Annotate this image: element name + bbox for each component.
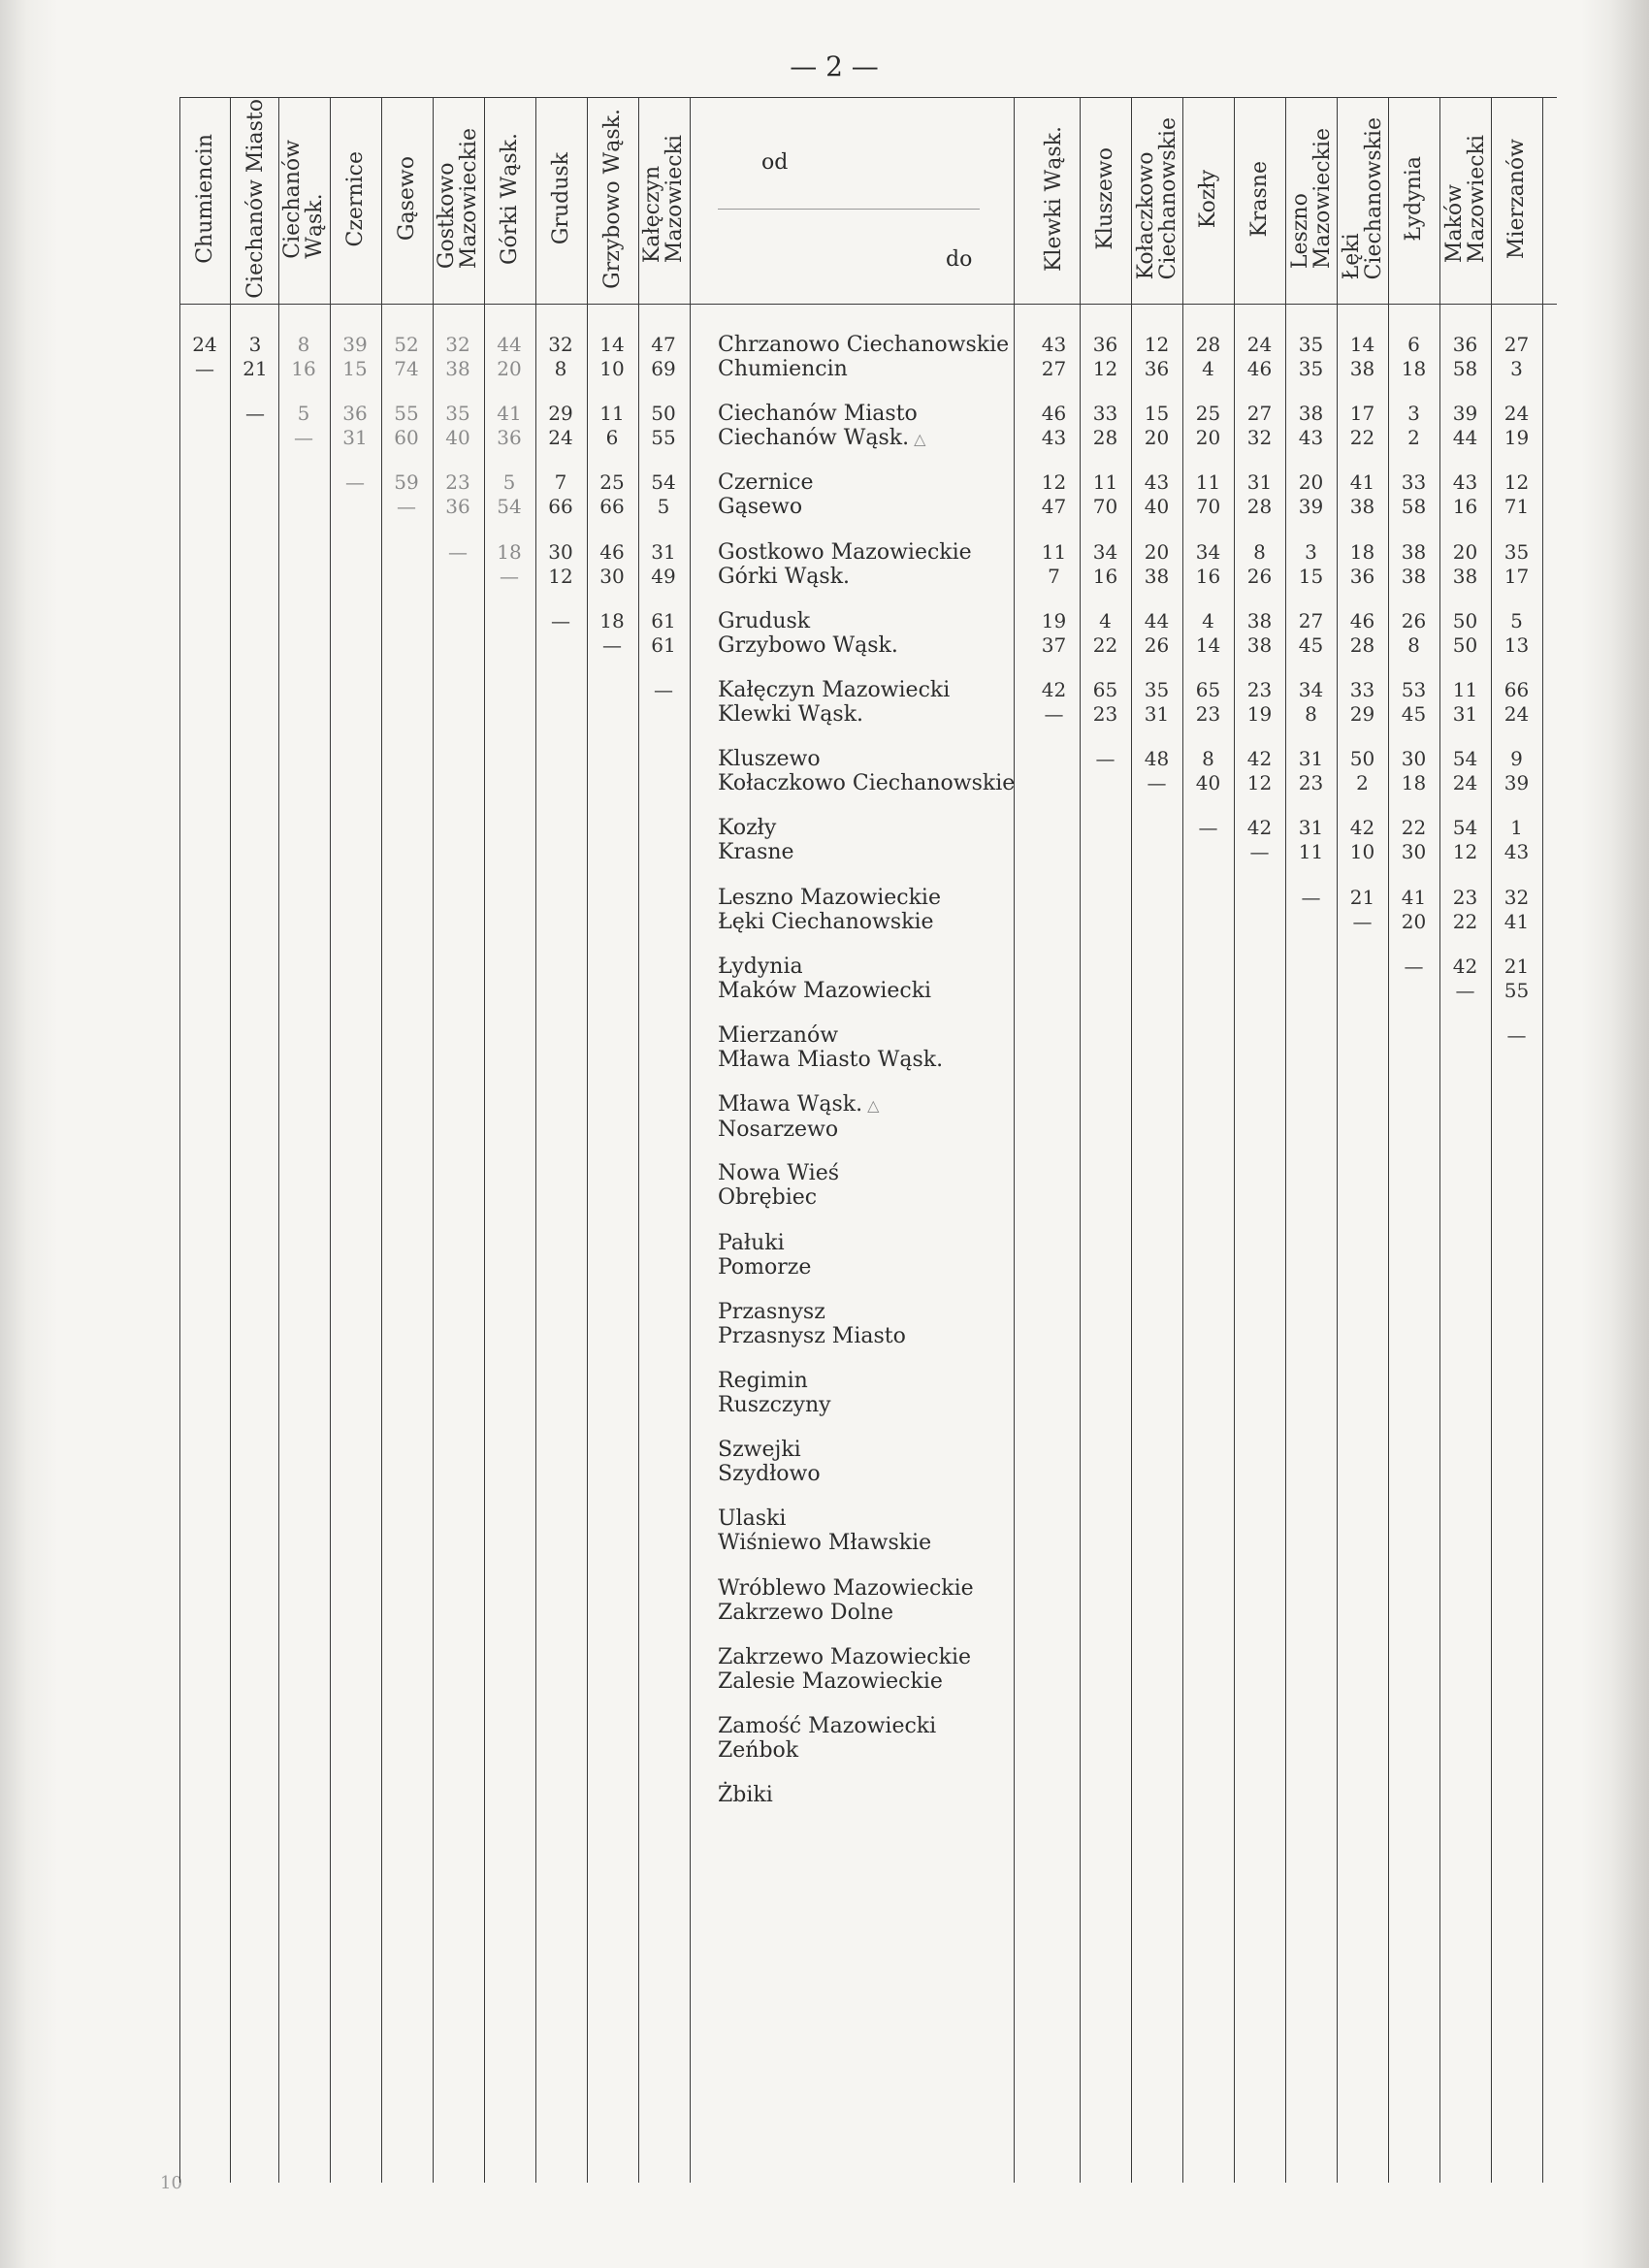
distance-cell: 25 20 [1195, 402, 1221, 450]
column-rule [1337, 97, 1338, 2183]
column-rule [433, 97, 434, 2183]
station-name: Chumiencin [718, 357, 848, 381]
distance-cell: 3 21 [242, 333, 268, 380]
distance-cell: 55 60 [394, 402, 419, 450]
distance-cell: 46 28 [1349, 608, 1375, 657]
column-rule [330, 97, 331, 2183]
station-name: Mława Miasto Wąsk. [718, 1048, 944, 1072]
distance-cell: 25 66 [599, 470, 625, 519]
station-pair [718, 1369, 1018, 1417]
station-name: Łydynia [718, 954, 803, 979]
distance-cell: 29 24 [548, 402, 573, 450]
distance-cell: 65 23 [1092, 678, 1118, 726]
distance-cell: 11 6 [599, 402, 625, 450]
column-header-label: Gąsewo [394, 156, 419, 242]
distance-cell: 46 30 [599, 539, 625, 588]
column-rule [1542, 97, 1543, 2183]
distance-cell: 15 20 [1144, 402, 1170, 450]
distance-cell: 27 3 [1504, 333, 1530, 380]
station-name: Szwejki [718, 1438, 801, 1463]
station-name: Żbiki [718, 1783, 773, 1808]
distance-cell: — [1301, 885, 1321, 909]
distance-cell: 42 — [1041, 678, 1067, 726]
station-name: Wiśniewo Mławskie [718, 1531, 932, 1556]
left-col-header-3 [278, 97, 329, 301]
distance-cell: 30 18 [1401, 747, 1427, 795]
column-rule [179, 97, 180, 2183]
station-pair [718, 747, 1018, 795]
distance-cell: 36 12 [1092, 333, 1118, 380]
distance-cell: 14 10 [599, 333, 625, 380]
table-header-rule [179, 304, 1557, 305]
distance-cell: 3 15 [1298, 539, 1324, 588]
station-name: Zakrzewo Mazowieckie [718, 1644, 972, 1669]
station-name: Górki Wąsk. [718, 564, 851, 589]
right-col-header-7 [1337, 97, 1388, 301]
distance-cell: 42 — [1246, 816, 1273, 864]
distance-cell: 35 31 [1144, 678, 1170, 726]
distance-cell: 11 70 [1195, 470, 1221, 519]
station-pair [718, 1645, 1018, 1694]
distance-cell: 23 22 [1452, 885, 1478, 933]
distance-cell: 4 22 [1092, 608, 1118, 657]
distance-cell: 12 36 [1144, 333, 1170, 380]
station-name: Kołaczkowo Ciechanowskie [718, 771, 1016, 796]
distance-cell: 61 61 [651, 608, 676, 657]
column-rule [381, 97, 382, 2183]
station-pair [718, 540, 1018, 589]
column-rule [690, 97, 691, 2183]
station-name: Zalesie Mazowieckie [718, 1669, 943, 1694]
distance-cell: 24 46 [1246, 333, 1273, 380]
distance-cell: 38 38 [1246, 608, 1273, 657]
distance-cell: — [551, 608, 570, 632]
station-name: Gostkowo Mazowieckie [718, 539, 972, 565]
station-pair [718, 470, 1018, 519]
station-name: Ciechanów Miasto [718, 402, 918, 427]
distance-cell: 54 24 [1452, 747, 1478, 795]
distance-cell: 41 20 [1401, 885, 1427, 933]
distance-cell: — [1506, 1023, 1527, 1047]
distance-cell: 34 16 [1195, 539, 1221, 588]
distance-cell: 54 5 [651, 470, 676, 519]
left-col-header-1 [179, 97, 230, 301]
column-header-label: Łydynia [1402, 156, 1426, 242]
distance-cell: 30 12 [548, 539, 573, 588]
station-pair [718, 1023, 1018, 1072]
column-header-label: Klewki Wąsk. [1042, 125, 1066, 273]
distance-cell: 44 20 [497, 333, 522, 380]
distance-cell: 31 11 [1298, 816, 1324, 864]
column-header-label: Leszno Mazowieckie [1287, 128, 1335, 270]
distance-cell: 43 16 [1452, 470, 1478, 519]
footer-page-mark: 10 [160, 2173, 182, 2193]
distance-cell: 52 74 [394, 333, 419, 380]
left-col-header-8 [535, 97, 586, 301]
left-col-header-4 [330, 97, 380, 301]
column-header-label: Krasne [1247, 160, 1272, 238]
header-do-label: do [946, 247, 973, 272]
distance-cell: 39 44 [1452, 402, 1478, 450]
distance-cell: 5 — [294, 402, 313, 450]
distance-cell: 50 50 [1452, 608, 1478, 657]
distance-cell: 41 36 [497, 402, 522, 450]
distance-cell: 32 41 [1504, 885, 1530, 933]
distance-cell: 8 26 [1246, 539, 1273, 588]
distance-cell: 14 38 [1349, 333, 1375, 380]
distance-cell: 48 — [1144, 747, 1170, 795]
distance-cell: 7 66 [548, 470, 573, 519]
distance-cell: — [448, 539, 468, 564]
station-name: Wróblewo Mazowieckie [718, 1575, 974, 1601]
column-rule [278, 97, 279, 2183]
distance-cell: 32 38 [445, 333, 470, 380]
column-header-label: Grudusk [548, 152, 573, 245]
station-name: Gąsewo [718, 495, 803, 520]
station-name: Kozły [718, 816, 777, 841]
station-name: Leszno Mazowieckie [718, 885, 941, 910]
column-header-label: Kozły [1196, 169, 1220, 229]
station-name: Przasnysz Miasto [718, 1323, 906, 1348]
distance-cell: 28 4 [1195, 333, 1221, 380]
distance-cell: 39 15 [342, 333, 368, 380]
distance-cell: 33 29 [1349, 678, 1375, 726]
distance-cell: 18 36 [1349, 539, 1375, 588]
distance-cell: 42 — [1452, 954, 1478, 1002]
station-pair [718, 816, 1018, 864]
station-pair [718, 955, 1018, 1003]
station-name: Ulaski [718, 1507, 787, 1532]
distance-cell: 12 71 [1504, 470, 1530, 519]
distance-cell: — [345, 470, 365, 495]
distance-cell: 11 70 [1092, 470, 1118, 519]
column-header-label: Górki Wąsk. [497, 132, 522, 266]
station-pair [718, 1161, 1018, 1210]
station-name: Nosarzewo [718, 1118, 839, 1143]
distance-cell: 27 45 [1298, 608, 1324, 657]
distance-cell: 33 28 [1092, 402, 1118, 450]
right-col-header-10 [1491, 97, 1542, 301]
station-pair [718, 1231, 1018, 1280]
distance-cell: — [1095, 747, 1116, 771]
distance-cell: 50 2 [1349, 747, 1375, 795]
left-col-header-9 [587, 97, 637, 301]
distance-cell: 35 40 [445, 402, 470, 450]
station-pair [718, 402, 1018, 451]
distance-cell: 26 8 [1401, 608, 1427, 657]
station-name: Ruszczyny [718, 1393, 831, 1417]
station-name: Kałęczyn Mazowiecki [718, 678, 951, 702]
distance-cell: 34 16 [1092, 539, 1118, 588]
distance-cell: 23 19 [1246, 678, 1273, 726]
distance-cell: 1 43 [1504, 816, 1530, 864]
station-pair [718, 886, 1018, 934]
distance-cell: 9 39 [1504, 747, 1530, 795]
header-od-label: od [761, 150, 789, 175]
station-name: Zamość Mazowiecki [718, 1714, 937, 1738]
distance-cell: 35 17 [1504, 539, 1530, 588]
column-rule [1285, 97, 1286, 2183]
distance-cell: 34 8 [1298, 678, 1324, 726]
station-name: Regimin [718, 1369, 808, 1393]
distance-cell: 3 2 [1407, 402, 1420, 450]
station-pair [718, 1092, 1018, 1142]
right-col-header-5 [1234, 97, 1285, 301]
station-name: Zeńbok [718, 1738, 799, 1763]
left-col-header-2 [230, 97, 280, 301]
column-header-label: Grzybowo Wąsk. [599, 109, 625, 289]
station-name: Klewki Wąsk. [718, 702, 864, 727]
distance-cell: 5 54 [497, 470, 522, 519]
distance-cell: 20 38 [1144, 539, 1170, 588]
right-col-header-4 [1182, 97, 1234, 301]
distance-cell: 35 35 [1298, 333, 1324, 380]
station-name: Łęki Ciechanowskie [718, 909, 934, 934]
distance-cell: 18 — [497, 539, 522, 588]
station-name: Mława Wąsk. △ [718, 1092, 880, 1118]
distance-cell: 27 32 [1246, 402, 1273, 450]
column-header-label: Mierzanów [1504, 138, 1529, 260]
right-col-header-9 [1439, 97, 1491, 301]
distance-cell: 24 19 [1504, 402, 1530, 450]
distance-cell: 47 69 [651, 333, 676, 380]
distance-cell: 11 7 [1041, 539, 1067, 588]
distance-cell: 44 26 [1144, 608, 1170, 657]
station-name: Maków Mazowiecki [718, 978, 932, 1003]
station-name: Ciechanów Wąsk. △ [718, 426, 926, 451]
station-pair [718, 1783, 1018, 1807]
column-header-label: Kluszewo [1093, 147, 1117, 250]
station-name: Czernice [718, 470, 814, 496]
column-rule [1080, 97, 1081, 2183]
distance-cell: 66 24 [1504, 678, 1530, 726]
triangle-mark-icon: △ [862, 1096, 880, 1116]
distance-cell: 21 55 [1504, 954, 1530, 1002]
column-rule [1491, 97, 1492, 2183]
right-col-header-6 [1285, 97, 1337, 301]
page-number: — 2 — [790, 50, 879, 82]
station-name: Mierzanów [718, 1023, 839, 1048]
distance-cell: 20 39 [1298, 470, 1324, 519]
distance-cell: 31 49 [651, 539, 676, 588]
distance-cell: 50 55 [651, 402, 676, 450]
column-rule [1439, 97, 1440, 2183]
distance-cell: 38 43 [1298, 402, 1324, 450]
distance-cell: 36 58 [1452, 333, 1478, 380]
station-name: Przasnysz [718, 1299, 825, 1324]
column-rule [230, 97, 231, 2183]
column-rule [1234, 97, 1235, 2183]
column-header-label: Kołaczkowo Ciechanowskie [1133, 117, 1180, 280]
distance-cell: 42 12 [1246, 747, 1273, 795]
right-col-header-1 [1028, 97, 1080, 301]
station-name: Szydłowo [718, 1462, 821, 1487]
distance-cell: 53 45 [1401, 678, 1427, 726]
distance-table [179, 97, 1557, 2183]
right-col-header-2 [1080, 97, 1131, 301]
left-col-header-7 [484, 97, 534, 301]
distance-cell: 24 — [192, 333, 217, 380]
distance-cell: 5 13 [1504, 608, 1530, 657]
distance-cell: 31 28 [1246, 470, 1273, 519]
station-pair [718, 1576, 1018, 1625]
station-pair [718, 1507, 1018, 1555]
column-rule [484, 97, 485, 2183]
distance-cell: 21 — [1349, 885, 1375, 933]
station-name: Pałuki [718, 1230, 785, 1255]
station-name: Zakrzewo Dolne [718, 1600, 894, 1625]
distance-cell: — [1198, 816, 1218, 840]
distance-cell: 6 18 [1401, 333, 1427, 380]
station-pair [718, 1300, 1018, 1348]
left-col-header-10 [638, 97, 689, 301]
column-rule [1131, 97, 1132, 2183]
distance-cell: — [245, 402, 265, 426]
column-rule [638, 97, 639, 2183]
distance-cell: 36 31 [342, 402, 368, 450]
distance-cell: 19 37 [1041, 608, 1067, 657]
distance-cell: 4 14 [1195, 608, 1221, 657]
distance-cell: 43 27 [1041, 333, 1067, 380]
distance-cell: 41 38 [1349, 470, 1375, 519]
distance-cell: 59 — [394, 470, 419, 519]
distance-cell: 54 12 [1452, 816, 1478, 864]
station-name: Krasne [718, 840, 794, 865]
column-header-label: Kałęczyn Mazowiecki [640, 134, 687, 264]
distance-cell: — [654, 678, 673, 701]
column-rule [587, 97, 588, 2183]
column-header-label: Gostkowo Mazowieckie [435, 128, 481, 270]
station-pair [718, 1438, 1018, 1486]
column-header-label: Łęki Ciechanowskie [1339, 117, 1386, 280]
distance-cell: 32 8 [548, 333, 573, 380]
column-header-label: Chumiencin [192, 134, 217, 264]
station-name: Grzybowo Wąsk. [718, 632, 898, 658]
distance-cell: 20 38 [1452, 539, 1478, 588]
station-name: Grudusk [718, 608, 811, 633]
station-name: Nowa Wieś [718, 1161, 840, 1186]
distance-cell: 43 40 [1144, 470, 1170, 519]
distance-cell: 11 31 [1452, 678, 1478, 726]
column-rule [535, 97, 536, 2183]
header-divider [718, 209, 980, 210]
distance-cell: 12 47 [1041, 470, 1067, 519]
distance-cell: 42 10 [1349, 816, 1375, 864]
station-name: Kluszewo [718, 747, 821, 772]
station-pair [718, 609, 1018, 658]
station-name: Pomorze [718, 1254, 812, 1280]
left-col-header-6 [433, 97, 483, 301]
column-rule [1388, 97, 1389, 2183]
distance-cell: 31 23 [1298, 747, 1324, 795]
distance-cell: 65 23 [1195, 678, 1221, 726]
column-header-label: Ciechanów Wąsk. [280, 139, 327, 259]
right-col-header-8 [1388, 97, 1439, 301]
station-pair [718, 333, 1018, 381]
triangle-mark-icon: △ [909, 430, 926, 449]
distance-cell: 17 22 [1349, 402, 1375, 450]
right-col-header-3 [1131, 97, 1182, 301]
station-name: Obrębiec [718, 1185, 818, 1211]
distance-cell: 22 30 [1401, 816, 1427, 864]
distance-cell: — [1404, 954, 1424, 978]
station-name: Chrzanowo Ciechanowskie [718, 333, 1010, 357]
station-pair [718, 1714, 1018, 1763]
distance-cell: 8 40 [1195, 747, 1221, 795]
column-header-label: Maków Mazowiecki [1441, 134, 1489, 264]
distance-cell: 33 58 [1401, 470, 1427, 519]
left-col-header-5 [381, 97, 432, 301]
distance-cell: 8 16 [291, 333, 316, 380]
column-rule [1182, 97, 1183, 2183]
distance-cell: 23 36 [445, 470, 470, 519]
distance-cell: 38 38 [1401, 539, 1427, 588]
distance-cell: 46 43 [1041, 402, 1067, 450]
column-header-label: Ciechanów Miasto [242, 99, 268, 299]
distance-cell: 18 — [599, 608, 625, 657]
column-header-label: Czernice [342, 150, 368, 247]
station-pair [718, 678, 1018, 727]
